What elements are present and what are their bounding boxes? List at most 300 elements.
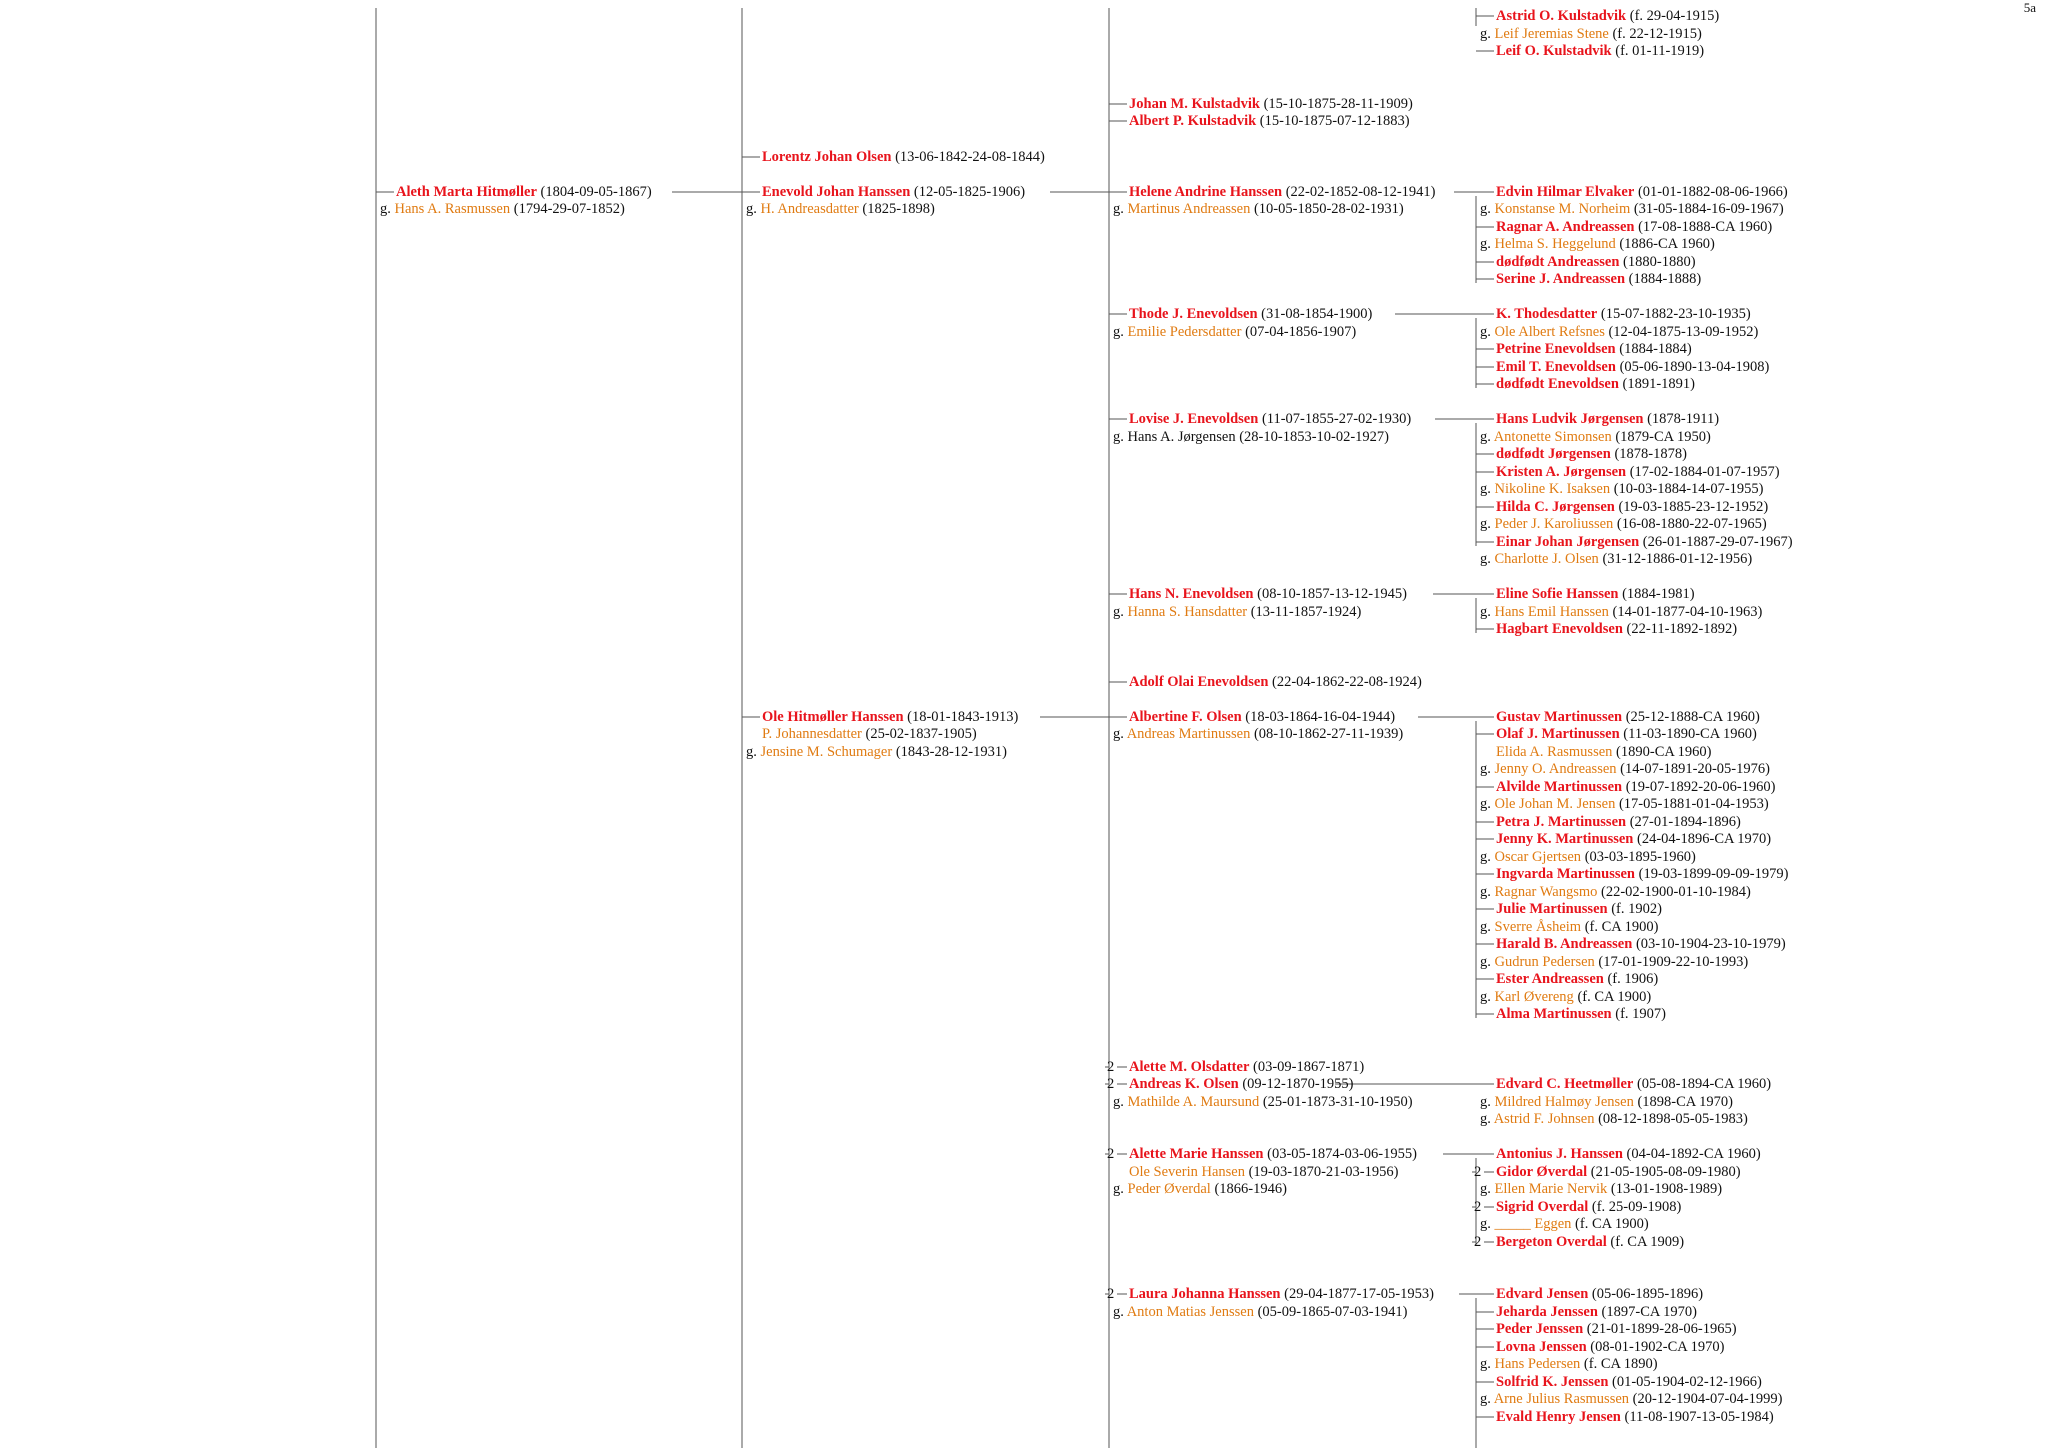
tree-entry: [1480, 551, 1752, 568]
tree-entry: [1496, 1321, 1737, 1338]
spouse-name: Antonette Simonsen: [1493, 429, 1612, 445]
marriage-marker: 2: [1474, 1164, 1482, 1180]
tree-entry: [1496, 499, 1768, 516]
spouse-name: Martinus Andreassen: [1127, 201, 1251, 217]
life-dates: (f. 01-11-1919): [1615, 43, 1705, 59]
person-name: Gustav Martinussen: [1496, 709, 1623, 725]
tree-entry: [1496, 901, 1662, 918]
tree-entry: [1496, 831, 1771, 848]
person-name: Jenny K. Martinussen: [1496, 831, 1634, 847]
life-dates: (03-09-1867-1871): [1253, 1059, 1365, 1075]
life-dates: (13-06-1842-24-08-1844): [895, 149, 1045, 165]
life-dates: (19-07-1892-20-06-1960): [1625, 779, 1776, 795]
spouse-prefix: g.: [1480, 796, 1495, 812]
life-dates: (08-10-1857-13-12-1945): [1257, 586, 1407, 602]
life-dates: (03-05-1874-03-06-1955): [1267, 1146, 1417, 1162]
tree-entry: [1480, 1181, 1722, 1198]
life-dates: (25-12-1888-CA 1960): [1625, 709, 1760, 725]
spouse-prefix: g.: [1113, 604, 1128, 620]
spouse-name: Emilie Pedersdatter: [1127, 324, 1242, 340]
spouse-prefix: g.: [1480, 516, 1495, 532]
spouse-prefix: g.: [1480, 429, 1494, 445]
spouse-name: Hans A. Rasmussen: [394, 201, 511, 217]
tree-entry: [1496, 1006, 1666, 1023]
life-dates: (f. CA 1900): [1577, 989, 1652, 1005]
marriage-marker: 2: [1474, 1199, 1482, 1215]
life-dates: (08-10-1862-27-11-1939): [1253, 726, 1404, 742]
person-name: Hilda C. Jørgensen: [1496, 499, 1615, 515]
spouse-prefix: g.: [1480, 1356, 1495, 1372]
spouse-name: Mathilde A. Maursund: [1127, 1094, 1260, 1110]
tree-entry: [1496, 8, 1719, 25]
tree-entry: [1480, 919, 1658, 936]
person-name: Albertine F. Olsen: [1129, 709, 1242, 725]
life-dates: (1878-1911): [1647, 411, 1720, 427]
life-dates: (10-03-1884-14-07-1955): [1613, 481, 1764, 497]
spouse-prefix: g.: [1480, 849, 1495, 865]
life-dates: (15-07-1882-23-10-1935): [1600, 306, 1751, 322]
spouse-prefix: g.: [1113, 1094, 1128, 1110]
tree-entry: [1480, 236, 1715, 253]
tree-entry: [1496, 534, 1793, 551]
tree-entry: [1113, 1094, 1413, 1111]
person-name: Thode J. Enevoldsen: [1129, 306, 1258, 322]
person-name: Gidor Øverdal: [1496, 1164, 1588, 1180]
spouse-prefix: g.: [1480, 26, 1495, 42]
life-dates: (f. 22-12-1915): [1612, 26, 1702, 42]
tree-entry: [1474, 1199, 1682, 1216]
person-name: Petrine Enevoldsen: [1496, 341, 1616, 357]
life-dates: (1878-1878): [1614, 446, 1687, 462]
person-name: Sigrid Overdal: [1496, 1199, 1589, 1215]
person-name: Laura Johanna Hanssen: [1129, 1286, 1281, 1302]
tree-entry: [1480, 1391, 1782, 1408]
spouse-prefix: g.: [1480, 1094, 1495, 1110]
person-name: Alette Marie Hanssen: [1129, 1146, 1264, 1162]
life-dates: (17-05-1881-01-04-1953): [1618, 796, 1769, 812]
life-dates: (13-01-1908-1989): [1610, 1181, 1723, 1197]
person-name: dødfødt Jørgensen: [1496, 446, 1611, 462]
person-name: Hagbart Enevoldsen: [1496, 621, 1623, 637]
spouse-prefix: g.: [746, 744, 761, 760]
spouse-name: Peder Øverdal: [1127, 1181, 1211, 1197]
person-name: Harald B. Andreassen: [1496, 936, 1633, 952]
tree-entry: [1496, 1409, 1774, 1426]
tree-entry: [1496, 814, 1741, 831]
life-dates: (09-12-1870-1955): [1242, 1076, 1354, 1092]
person-name: Andreas K. Olsen: [1129, 1076, 1239, 1092]
life-dates: (04-04-1892-CA 1960): [1626, 1146, 1761, 1162]
tree-entry: [380, 201, 625, 218]
tree-entry: [762, 709, 1018, 726]
spouse-prefix: g.: [1480, 884, 1495, 900]
spouse-name: Sverre Åsheim: [1494, 919, 1582, 935]
tree-entry: [1480, 516, 1767, 533]
life-dates: (19-03-1899-09-09-1979): [1638, 866, 1789, 882]
spouse-name: Hans A. Jørgensen: [1127, 429, 1236, 445]
tree-entry: [1496, 359, 1769, 376]
person-name: Bergeton Overdal: [1496, 1234, 1607, 1250]
person-name: Lovise J. Enevoldsen: [1129, 411, 1259, 427]
person-name: Ingvarda Martinussen: [1496, 866, 1635, 882]
person-name: Alma Martinussen: [1496, 1006, 1612, 1022]
life-dates: (07-04-1856-1907): [1245, 324, 1357, 340]
spouse-name: Hans Pedersen: [1494, 1356, 1581, 1372]
spouse-prefix: g.: [1480, 236, 1495, 252]
tree-entry: [1496, 1286, 1703, 1303]
spouse-prefix: g.: [1113, 1304, 1127, 1320]
spouse-name: Ole Severin Hansen: [1129, 1164, 1245, 1180]
tree-entry: [762, 149, 1045, 166]
life-dates: (17-01-1909-22-10-1993): [1598, 954, 1749, 970]
spouse-prefix: g.: [1480, 324, 1495, 340]
life-dates: (f. CA 1900): [1584, 919, 1659, 935]
life-dates: (1897-CA 1970): [1601, 1304, 1698, 1320]
life-dates: (f. CA 1900): [1575, 1216, 1649, 1232]
person-name: Enevold Johan Hanssen: [762, 184, 911, 200]
tree-entry: [1496, 184, 1788, 201]
tree-entry: [1129, 96, 1413, 113]
tree-entry: [1496, 411, 1719, 428]
spouse-name: Ragnar Wangsmo: [1494, 884, 1598, 900]
tree-entry: [1480, 989, 1651, 1006]
person-name: dødfødt Andreassen: [1496, 254, 1620, 270]
spouse-name: Ole Johan M. Jensen: [1494, 796, 1616, 812]
tree-entry: [1496, 271, 1701, 288]
page-number: 5a: [2023, 0, 2036, 15]
life-dates: (22-04-1862-22-08-1924): [1272, 674, 1422, 690]
life-dates: (1898-CA 1970): [1637, 1094, 1733, 1110]
spouse-name: Ole Albert Refsnes: [1494, 324, 1605, 340]
tree-entry: [1129, 184, 1436, 201]
spouse-name: Hanna S. Hansdatter: [1127, 604, 1248, 620]
life-dates: (25-01-1873-31-10-1950): [1262, 1094, 1413, 1110]
life-dates: (1884-1888): [1628, 271, 1702, 287]
tree-entry: [1129, 674, 1422, 691]
person-name: Ole Hitmøller Hanssen: [762, 709, 904, 725]
tree-entry: [1129, 709, 1395, 726]
tree-entry: [1496, 971, 1658, 988]
life-dates: (1884-1981): [1622, 586, 1695, 602]
spouse-name: Karl Øvereng: [1494, 989, 1574, 1005]
person-name: Evald Henry Jensen: [1496, 1409, 1621, 1425]
life-dates: (22-11-1892-1892): [1626, 621, 1738, 637]
life-dates: (f. CA 1890): [1583, 1356, 1658, 1372]
spouse-prefix: g.: [380, 201, 395, 217]
tree-entry: [1496, 219, 1772, 236]
tree-entry: [1480, 1356, 1658, 1373]
marriage-marker: 2: [1107, 1286, 1115, 1302]
life-dates: (08-12-1898-05-05-1983): [1598, 1111, 1748, 1127]
marriage-marker: 2: [1107, 1146, 1115, 1162]
spouse-prefix: g.: [1480, 481, 1495, 497]
tree-entry: [1496, 306, 1751, 323]
life-dates: (1884-1884): [1619, 341, 1692, 357]
spouse-name: Charlotte J. Olsen: [1494, 551, 1599, 567]
life-dates: (1866-1946): [1214, 1181, 1287, 1197]
person-name: Ragnar A. Andreassen: [1496, 219, 1635, 235]
life-dates: (29-04-1877-17-05-1953): [1284, 1286, 1434, 1302]
spouse-prefix: g.: [1480, 1216, 1495, 1232]
tree-entry: [1496, 726, 1757, 743]
spouse-prefix: g.: [1480, 551, 1495, 567]
tree-entry: [1496, 866, 1788, 883]
life-dates: (31-08-1854-1900): [1261, 306, 1373, 322]
tree-entry: [1480, 1216, 1649, 1233]
tree-entry: [1496, 1304, 1697, 1321]
tree-entry: [1496, 936, 1786, 953]
life-dates: (03-10-1904-23-10-1979): [1635, 936, 1786, 952]
spouse-name: Elida A. Rasmussen: [1496, 744, 1613, 760]
tree-entry: [1496, 446, 1687, 463]
person-name: Alette M. Olsdatter: [1129, 1059, 1250, 1075]
spouse-name: Hans Emil Hanssen: [1494, 604, 1609, 620]
tree-entry: [1496, 1374, 1762, 1391]
spouse-name: P. Johannesdatter: [762, 726, 862, 742]
life-dates: (14-07-1891-20-05-1976): [1620, 761, 1770, 777]
tree-entry: [1480, 884, 1751, 901]
spouse-name: Konstanse M. Norheim: [1494, 201, 1631, 217]
marriage-marker: 2: [1474, 1234, 1482, 1250]
person-name: Johan M. Kulstadvik: [1129, 96, 1260, 112]
tree-entry: [1496, 341, 1692, 358]
tree-entry: [1496, 1339, 1724, 1356]
person-name: Helene Andrine Hanssen: [1129, 184, 1283, 200]
tree-entry: [1129, 306, 1372, 323]
tree-entry: [1113, 1181, 1287, 1198]
person-name: Kristen A. Jørgensen: [1496, 464, 1627, 480]
person-name: dødfødt Enevoldsen: [1496, 376, 1619, 392]
marriage-marker: 2: [1107, 1059, 1115, 1075]
life-dates: (22-02-1852-08-12-1941): [1285, 184, 1436, 200]
person-name: Antonius J. Hanssen: [1496, 1146, 1623, 1162]
spouse-name: Andreas Martinussen: [1126, 726, 1251, 742]
tree-entry: [1107, 1059, 1365, 1076]
life-dates: (18-03-1864-16-04-1944): [1245, 709, 1396, 725]
life-dates: (28-10-1853-10-02-1927): [1239, 429, 1390, 445]
life-dates: (31-12-1886-01-12-1956): [1602, 551, 1753, 567]
spouse-name: Nikoline K. Isaksen: [1494, 481, 1611, 497]
person-name: Edvard Jensen: [1496, 1286, 1589, 1302]
tree-entry: [1496, 709, 1760, 726]
tree-entry: [1496, 43, 1704, 60]
life-dates: (24-04-1896-CA 1970): [1637, 831, 1772, 847]
life-dates: (f. 1907): [1615, 1006, 1666, 1022]
life-dates: (f. 1906): [1607, 971, 1659, 987]
life-dates: (01-01-1882-08-06-1966): [1637, 184, 1788, 200]
spouse-prefix: g.: [1480, 1111, 1494, 1127]
spouse-name: Peder J. Karoliussen: [1494, 516, 1614, 532]
spouse-prefix: g.: [1113, 429, 1128, 445]
person-name: K. Thodesdatter: [1496, 306, 1598, 322]
tree-entry: [1480, 604, 1762, 621]
life-dates: (1843-28-12-1931): [895, 744, 1007, 760]
person-name: Aleth Marta Hitmøller: [396, 184, 537, 200]
life-dates: (f. 29-04-1915): [1629, 8, 1720, 24]
life-dates: (14-01-1877-04-10-1963): [1612, 604, 1763, 620]
person-name: Edvard C. Heetmøller: [1496, 1076, 1634, 1092]
spouse-name: Leif Jeremias Stene: [1494, 26, 1609, 42]
person-name: Olaf J. Martinussen: [1496, 726, 1620, 742]
spouse-name: Mildred Halmøy Jensen: [1494, 1094, 1634, 1110]
spouse-prefix: g.: [1480, 604, 1495, 620]
life-dates: (1886-CA 1960): [1619, 236, 1715, 252]
spouse-name: Oscar Gjertsen: [1494, 849, 1582, 865]
life-dates: (18-01-1843-1913): [907, 709, 1019, 725]
life-dates: (17-08-1888-CA 1960): [1638, 219, 1773, 235]
tree-entry: [1113, 1304, 1407, 1321]
tree-entry: [1496, 1146, 1761, 1163]
spouse-name: Helma S. Heggelund: [1494, 236, 1616, 252]
life-dates: (11-07-1855-27-02-1930): [1261, 411, 1412, 427]
spouse-name: Gudrun Pedersen: [1494, 954, 1595, 970]
life-dates: (15-10-1875-07-12-1883): [1259, 113, 1410, 129]
tree-entry: [1107, 1076, 1354, 1093]
life-dates: (1890-CA 1960): [1616, 744, 1712, 760]
life-dates: (10-05-1850-28-02-1931): [1253, 201, 1404, 217]
tree-entry: [1480, 1094, 1733, 1111]
life-dates: (25-02-1837-1905): [865, 726, 977, 742]
spouse-prefix: g.: [1113, 201, 1128, 217]
person-name: Adolf Olai Enevoldsen: [1129, 674, 1269, 690]
spouse-prefix: g.: [1480, 919, 1495, 935]
life-dates: (03-03-1895-1960): [1584, 849, 1696, 865]
spouse-prefix: g.: [1480, 761, 1495, 777]
life-dates: (19-03-1885-23-12-1952): [1618, 499, 1769, 515]
life-dates: (15-10-1875-28-11-1909): [1263, 96, 1413, 112]
spouse-prefix: g.: [1480, 1181, 1495, 1197]
tree-entry: [1113, 604, 1361, 621]
spouse-prefix: g.: [1480, 989, 1495, 1005]
life-dates: (20-12-1904-07-04-1999): [1632, 1391, 1783, 1407]
life-dates: (f. 25-09-1908): [1591, 1199, 1682, 1215]
life-dates: (f. CA 1909): [1610, 1234, 1685, 1250]
tree-entry: [396, 184, 652, 201]
spouse-name: _____ Eggen: [1494, 1216, 1572, 1232]
life-dates: (1804-09-05-1867): [540, 184, 652, 200]
spouse-name: Jensine M. Schumager: [760, 744, 893, 760]
person-name: Edvin Hilmar Elvaker: [1496, 184, 1635, 200]
spouse-prefix: g.: [1113, 324, 1128, 340]
life-dates: (16-08-1880-22-07-1965): [1616, 516, 1767, 532]
life-dates: (1794-29-07-1852): [513, 201, 625, 217]
life-dates: (1879-CA 1950): [1615, 429, 1711, 445]
spouse-prefix: g.: [1480, 1391, 1494, 1407]
spouse-name: Anton Matias Jenssen: [1126, 1304, 1254, 1320]
spouse-prefix: g.: [746, 201, 761, 217]
life-dates: (f. 1902): [1611, 901, 1662, 917]
tree-entry: [1480, 849, 1696, 866]
person-name: Solfrid K. Jenssen: [1496, 1374, 1609, 1390]
tree-entry: [762, 184, 1025, 201]
life-dates: (11-08-1907-13-05-1984): [1624, 1409, 1774, 1425]
spouse-prefix: g.: [1113, 1181, 1128, 1197]
spouse-prefix: g.: [1480, 201, 1495, 217]
tree-entry: [1496, 586, 1695, 603]
tree-entry: [746, 201, 935, 218]
spouse-name: Arne Julius Rasmussen: [1493, 1391, 1630, 1407]
tree-entry: [1496, 1076, 1771, 1093]
spouse-name: Ellen Marie Nervik: [1494, 1181, 1608, 1197]
tree-entry: [1113, 429, 1389, 446]
person-name: Julie Martinussen: [1496, 901, 1608, 917]
tree-entry: [762, 726, 977, 743]
person-name: Lovna Jenssen: [1496, 1339, 1587, 1355]
person-name: Albert P. Kulstadvik: [1129, 113, 1257, 129]
life-dates: (05-06-1890-13-04-1908): [1619, 359, 1770, 375]
life-dates: (27-01-1894-1896): [1629, 814, 1741, 830]
person-name: Einar Johan Jørgensen: [1496, 534, 1640, 550]
tree-entry: [1480, 481, 1764, 498]
life-dates: (31-05-1884-16-09-1967): [1633, 201, 1784, 217]
life-dates: (17-02-1884-01-07-1957): [1629, 464, 1780, 480]
tree-entry: [1474, 1164, 1741, 1181]
tree-entry: [1496, 779, 1776, 796]
tree-entry: [1113, 324, 1356, 341]
tree-entry: [1480, 761, 1770, 778]
person-name: Petra J. Martinussen: [1496, 814, 1627, 830]
tree-entry: [1480, 954, 1748, 971]
tree-entry: [746, 744, 1007, 761]
life-dates: (11-03-1890-CA 1960): [1623, 726, 1757, 742]
life-dates: (01-05-1904-02-12-1966): [1612, 1374, 1762, 1390]
tree-entry: [1480, 201, 1784, 218]
life-dates: (22-02-1900-01-10-1984): [1601, 884, 1751, 900]
life-dates: (19-03-1870-21-03-1956): [1248, 1164, 1399, 1180]
person-name: Jeharda Jenssen: [1496, 1304, 1598, 1320]
spouse-prefix: g.: [1480, 954, 1495, 970]
spouse-prefix: g.: [1113, 726, 1127, 742]
person-name: Peder Jenssen: [1496, 1321, 1584, 1337]
person-name: Hans Ludvik Jørgensen: [1496, 411, 1644, 427]
person-name: Astrid O. Kulstadvik: [1496, 8, 1627, 24]
tree-entry: [1129, 113, 1410, 130]
life-dates: (05-09-1865-07-03-1941): [1257, 1304, 1408, 1320]
tree-entry: [1480, 26, 1702, 43]
tree-entry: [1129, 1164, 1398, 1181]
person-name: Alvilde Martinussen: [1496, 779, 1623, 795]
tree-entry: [1496, 621, 1737, 638]
person-name: Eline Sofie Hanssen: [1496, 586, 1619, 602]
tree-entry: [1129, 586, 1407, 603]
person-name: Emil T. Enevoldsen: [1496, 359, 1616, 375]
life-dates: (12-04-1875-13-09-1952): [1608, 324, 1759, 340]
tree-entry: [1480, 796, 1769, 813]
life-dates: (08-01-1902-CA 1970): [1590, 1339, 1725, 1355]
person-name: Serine J. Andreassen: [1496, 271, 1626, 287]
tree-entry: [1474, 1234, 1685, 1251]
life-dates: (05-08-1894-CA 1960): [1636, 1076, 1772, 1092]
tree-entry: [1107, 1146, 1417, 1163]
life-dates: (1880-1880): [1623, 254, 1696, 270]
tree-entry: [1480, 429, 1711, 446]
spouse-name: Astrid F. Johnsen: [1493, 1111, 1595, 1127]
spouse-name: H. Andreasdatter: [760, 201, 859, 217]
life-dates: (12-05-1825-1906): [913, 184, 1026, 200]
life-dates: (21-01-1899-28-06-1965): [1586, 1321, 1737, 1337]
tree-entry: [1113, 726, 1403, 743]
tree-entry: [1480, 324, 1758, 341]
tree-entry: [1496, 744, 1712, 761]
life-dates: (1825-1898): [862, 201, 935, 217]
tree-entry: [1496, 376, 1695, 393]
life-dates: (21-05-1905-08-09-1980): [1590, 1164, 1741, 1180]
tree-entry: [1480, 1111, 1748, 1128]
spouse-name: Jenny O. Andreassen: [1494, 761, 1617, 777]
tree-entry: [1129, 411, 1411, 428]
tree-entry: [1113, 201, 1404, 218]
life-dates: (13-11-1857-1924): [1250, 604, 1362, 620]
